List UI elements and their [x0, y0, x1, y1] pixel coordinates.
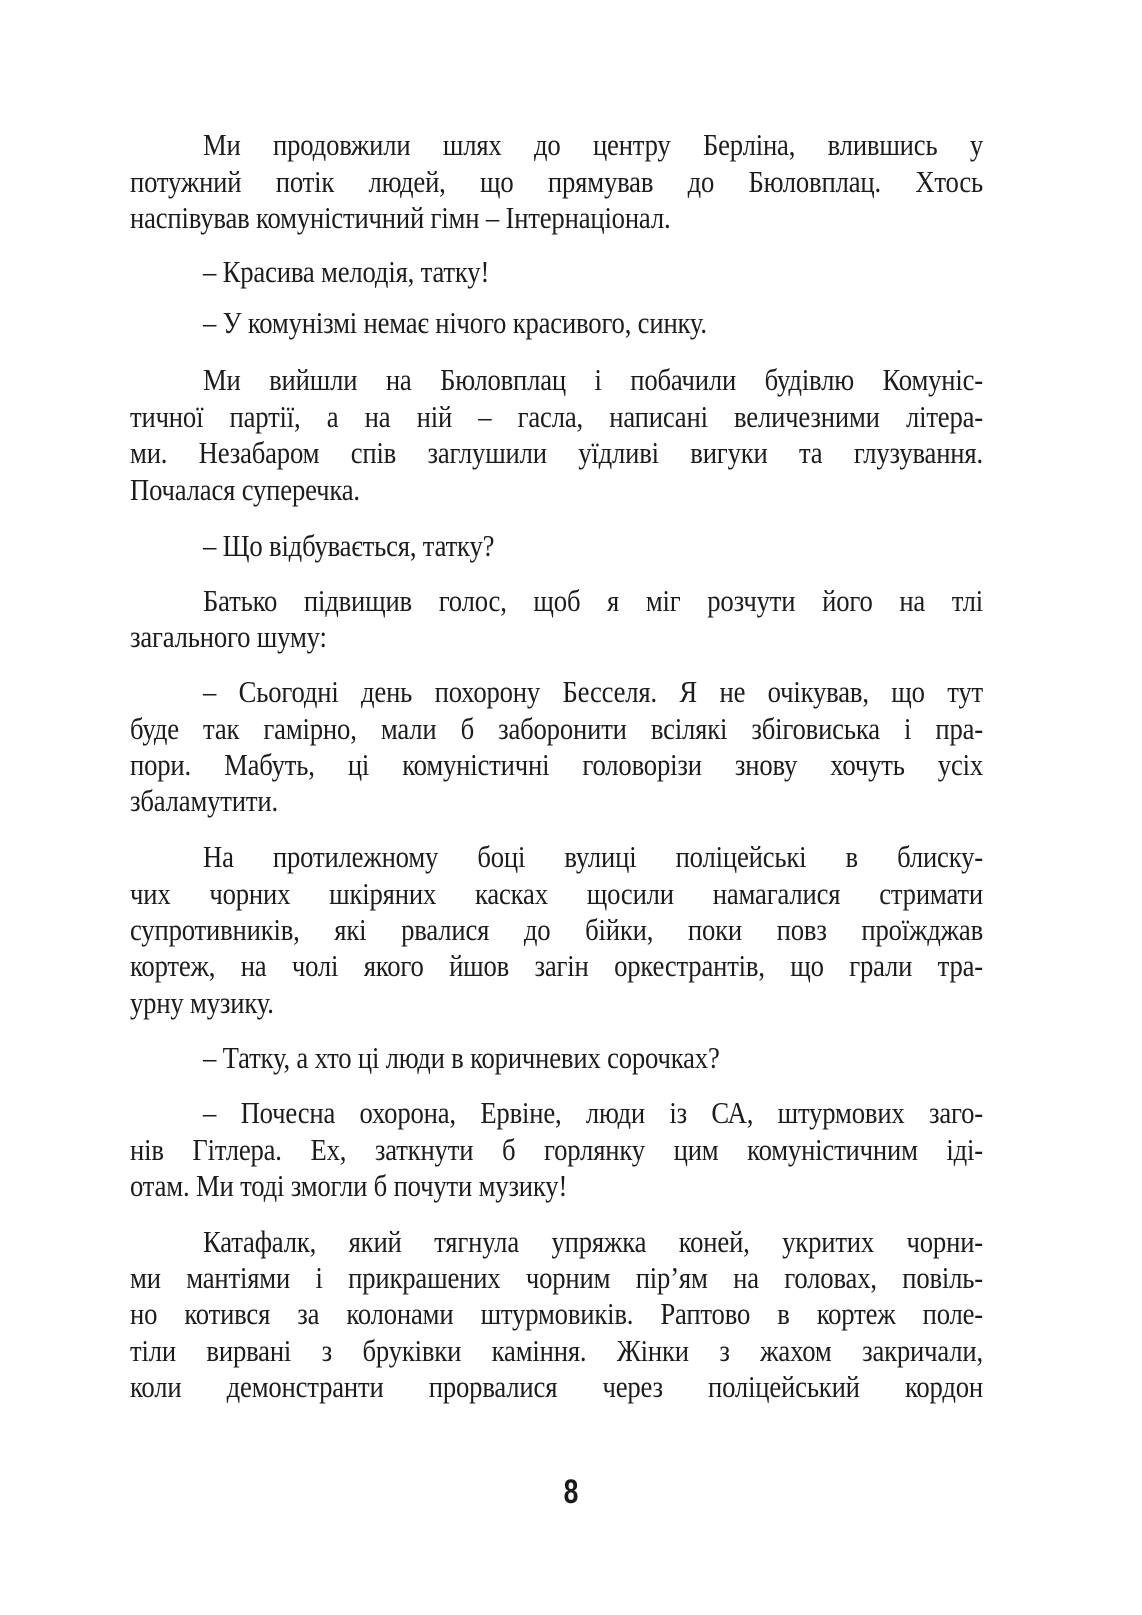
text-line: – Що відбувається, татку? — [203, 528, 495, 563]
text-line: пори. Мабуть, ці комуністичні головорізи знову хочуть усіх — [130, 747, 983, 782]
text-line: отам. Ми тоді змогли б почути музику! — [130, 1168, 568, 1203]
text-line: наспівував комуністичний гімн – Інтернаціонал. — [130, 200, 671, 235]
text-line: чих чорних шкіряних касках щосили намагалися стримати — [130, 876, 983, 911]
text-line: кортеж, на чолі якого йшов загін оркестрантів, що грали тра- — [130, 948, 983, 983]
text-line: Катафалк, який тягнула упряжка коней, укритих чорни- — [203, 1224, 983, 1259]
text-line: Почалася суперечка. — [130, 472, 360, 507]
text-line: нів Гітлера. Ех, заткнути б горлянку цим комуністичним іді- — [130, 1132, 983, 1167]
page-number: 8 — [563, 1473, 579, 1511]
text-line: Ми продовжили шлях до центру Берліна, влившись у — [203, 127, 983, 162]
text-line: На протилежному боці вулиці поліцейські в блиску- — [203, 839, 983, 874]
text-line: супротивників, які рвалися до бійки, поки повз проїжджав — [130, 912, 983, 947]
text-line: – Почесна охорона, Ервіне, люди із СА, штурмових заго- — [203, 1095, 983, 1130]
text-line: коли демонстранти прорвалися через поліцейський кордон — [130, 1369, 983, 1404]
text-line: урну музику. — [130, 985, 274, 1020]
text-line: – У комунізмі немає нічого красивого, синку. — [203, 305, 707, 340]
text-line: тіли вирвані з бруківки каміння. Жінки з жахом закричали, — [130, 1333, 983, 1368]
text-line: загального шуму: — [130, 619, 327, 654]
text-line: збаламутити. — [130, 783, 278, 818]
text-line: Батько підвищив голос, щоб я міг розчути його на тлі — [203, 583, 983, 618]
text-line: потужний потік людей, що прямував до Бюловплац. Хтось — [130, 164, 983, 199]
text-line: ми мантіями і прикрашених чорним пір’ям на головах, повіль- — [130, 1260, 983, 1295]
text-line: – Татку, а хто ці люди в коричневих сорочках? — [203, 1040, 720, 1075]
text-line: ми. Незабаром спів заглушили уїдливі вигуки та глузування. — [130, 435, 983, 470]
text-line: Ми вийшли на Бюловплац і побачили будівлю Комуніс- — [203, 362, 983, 397]
text-line: – Красива мелодія, татку! — [203, 254, 490, 289]
text-line: тичної партії, а на ній – гасла, написані величезними літера- — [130, 399, 983, 434]
text-line: но котився за колонами штурмовиків. Раптово в кортеж поле- — [130, 1296, 983, 1331]
text-line: буде так гамірно, мали б заборонити всілякі збіговиська і пра- — [130, 711, 983, 746]
text-line: – Сьогодні день похорону Бесселя. Я не очікував, що тут — [203, 674, 983, 709]
